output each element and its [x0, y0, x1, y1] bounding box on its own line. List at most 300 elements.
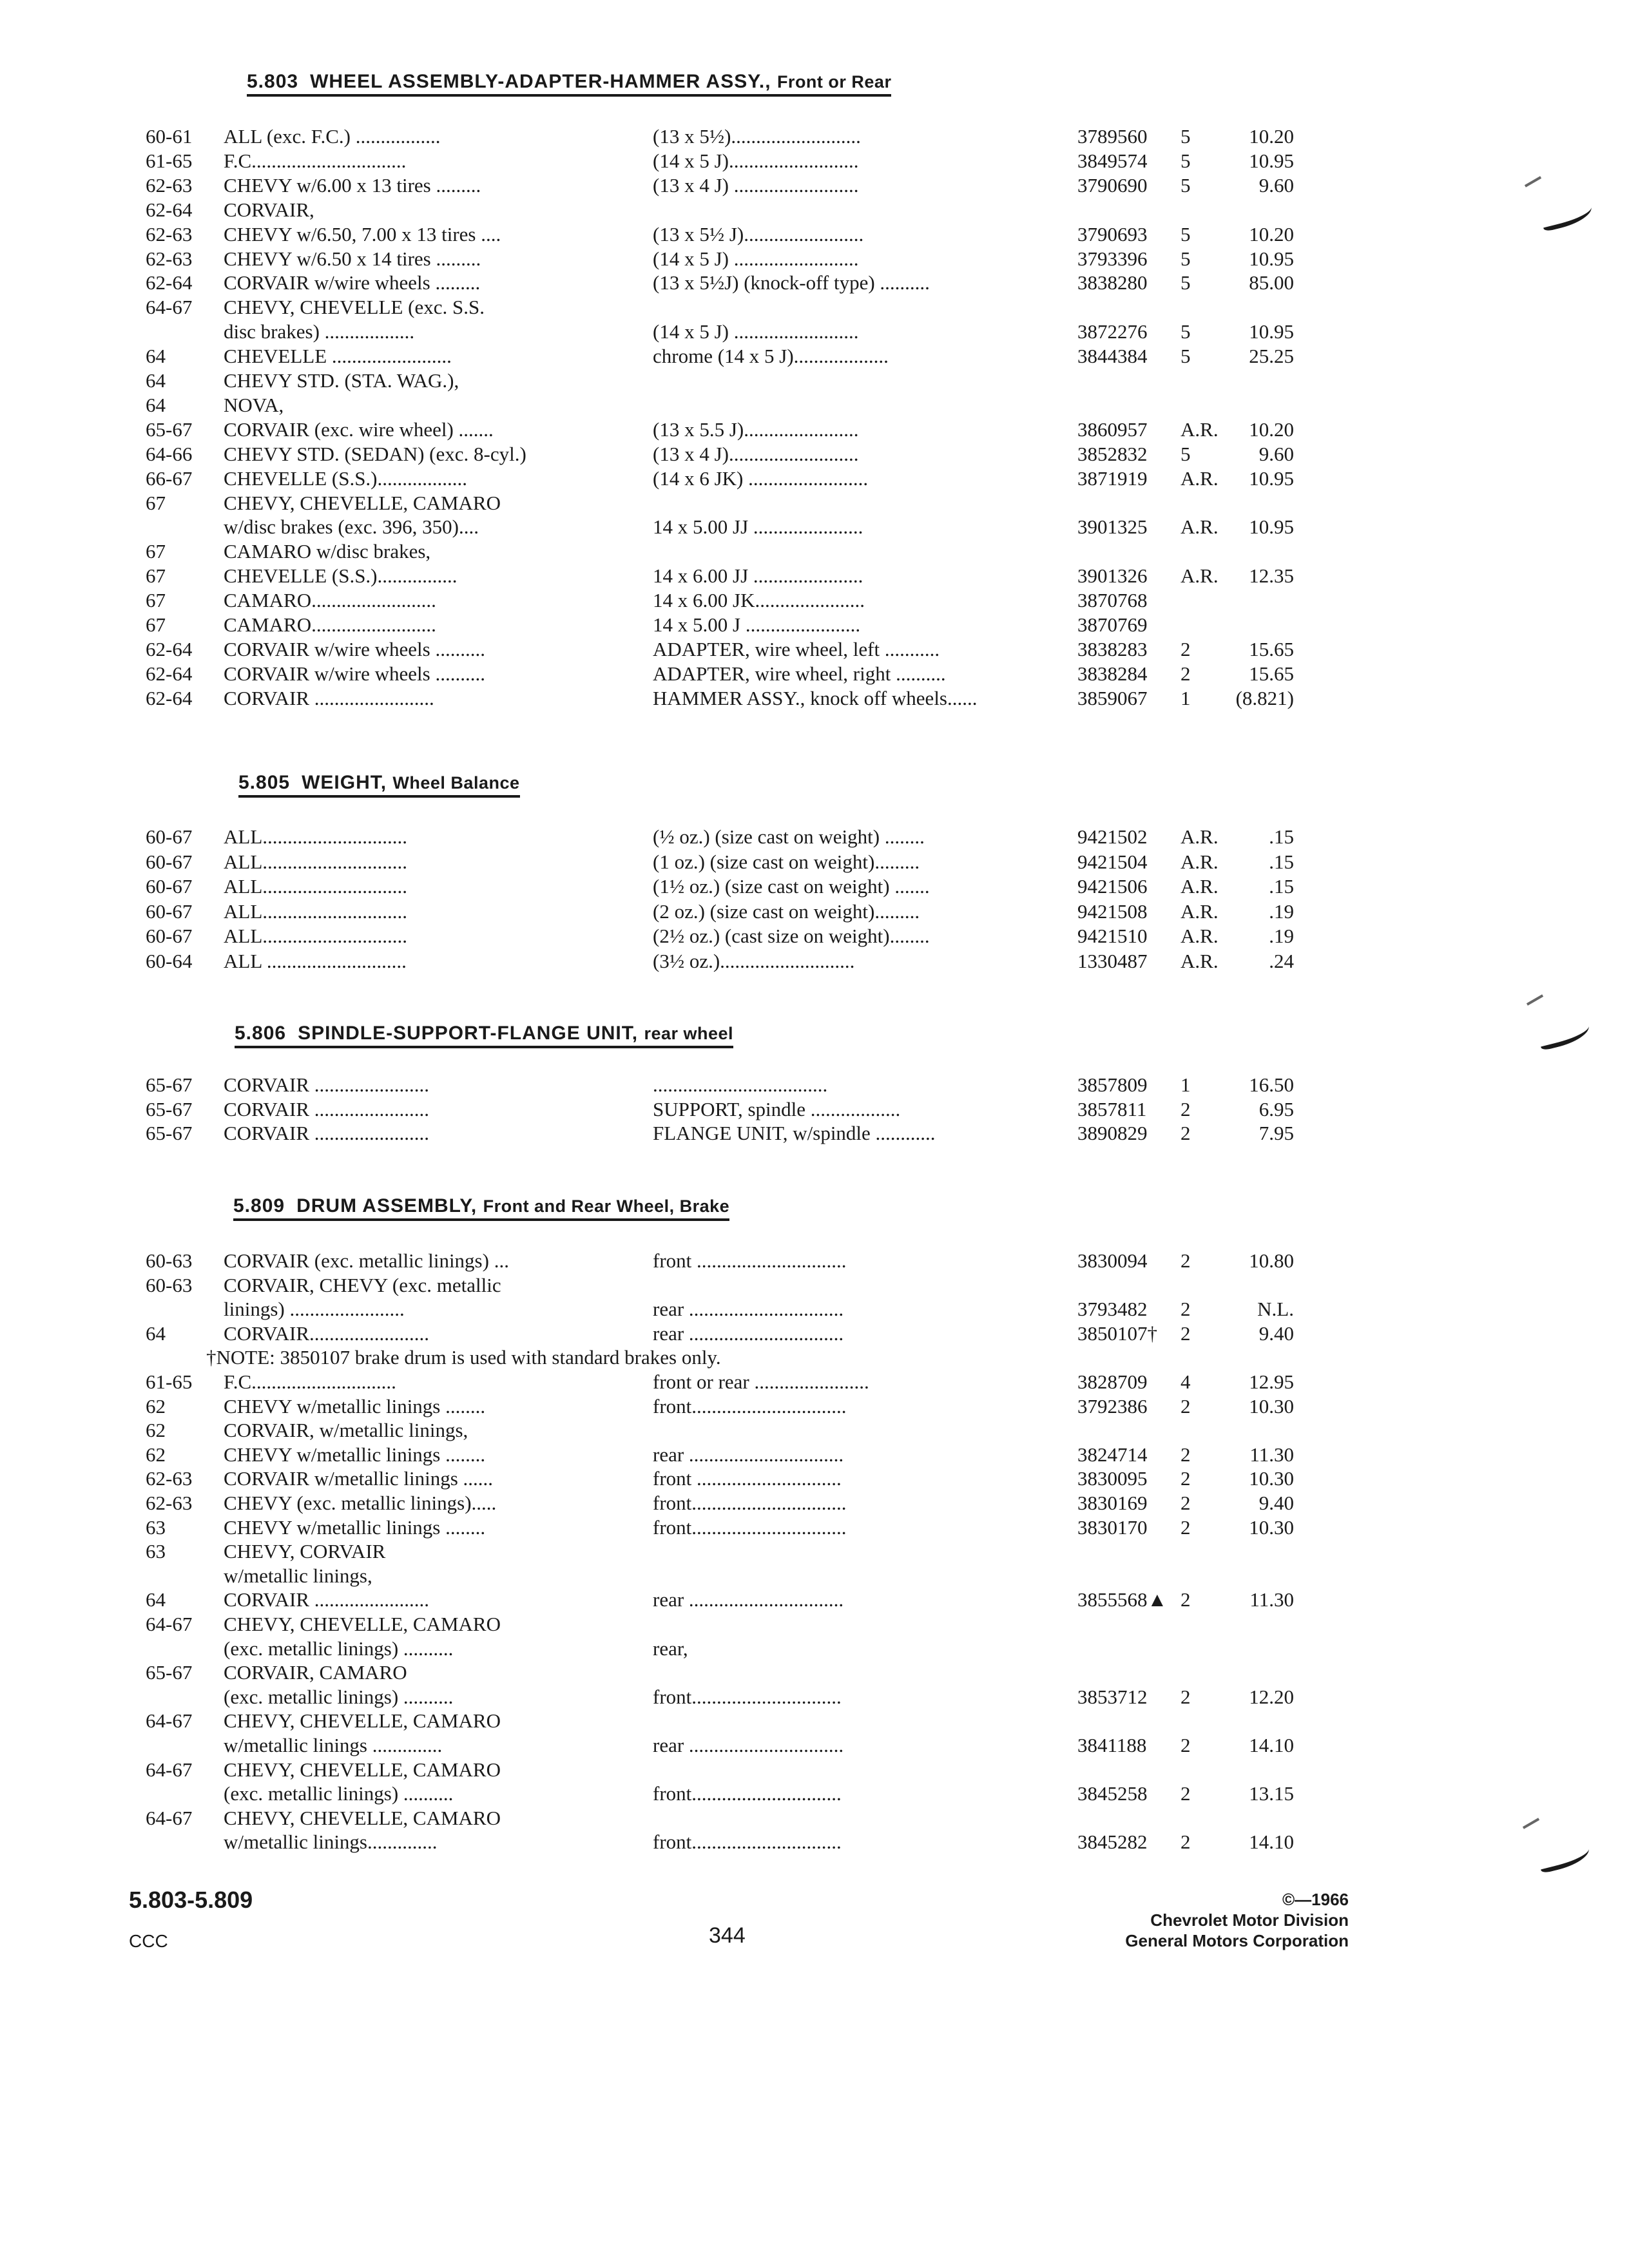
part-number-cell: 3790690	[1077, 173, 1148, 197]
note-text: †NOTE: 3850107 brake drum is used with standard brakes only.	[206, 1346, 721, 1369]
table-row	[0, 490, 1629, 516]
description-cell: (3½ oz.)...........................	[653, 950, 855, 972]
year-cell: 62	[146, 1419, 166, 1442]
quantity-cell: 2	[1181, 1443, 1191, 1466]
year-cell: 60-67	[146, 925, 193, 948]
quantity-cell: 2	[1181, 1492, 1191, 1514]
model-cell: w/metallic linings ..............	[224, 1734, 443, 1756]
model-cell: CHEVY, CHEVELLE (exc. S.S.	[224, 296, 485, 319]
year-cell: 61-65	[146, 149, 193, 172]
model-cell: CHEVY, CORVAIR	[224, 1540, 386, 1563]
quantity-cell: 5	[1181, 320, 1191, 343]
description-cell: (13 x 4 J) .........................	[653, 173, 859, 197]
year-cell: 62-63	[146, 222, 193, 245]
table-row	[0, 1418, 1629, 1443]
year-cell: 65-67	[146, 418, 193, 441]
quantity-cell: 1	[1181, 1073, 1191, 1096]
part-number-cell: 3789560	[1077, 125, 1148, 148]
table-row	[0, 1515, 1629, 1541]
table-row	[0, 1442, 1629, 1468]
price-cell: 85.00	[1249, 271, 1294, 294]
quantity-cell: 5	[1181, 345, 1191, 368]
quantity-cell: 2	[1181, 1298, 1191, 1321]
model-cell: CHEVY STD. (STA. WAG.),	[224, 369, 459, 392]
description-cell: rear ...............................	[653, 1298, 844, 1321]
part-number-cell: 3857809	[1077, 1073, 1148, 1096]
year-cell: 67	[146, 564, 166, 588]
model-cell: CHEVY (exc. metallic linings).....	[224, 1492, 497, 1514]
table-row	[0, 368, 1629, 394]
year-cell: 62-64	[146, 271, 193, 294]
model-cell: NOVA,	[224, 393, 284, 416]
table-row	[0, 1321, 1629, 1347]
price-cell: 10.95	[1249, 515, 1294, 539]
model-cell: CHEVY, CHEVELLE, CAMARO	[224, 1709, 501, 1733]
year-cell: 62	[146, 1443, 166, 1466]
model-cell: CAMARO.........................	[224, 613, 436, 636]
quantity-cell: A.R.	[1181, 925, 1219, 948]
model-cell: w/disc brakes (exc. 396, 350)....	[224, 515, 479, 539]
table-row	[0, 1636, 1629, 1662]
price-cell: 25.25	[1249, 345, 1294, 368]
model-cell: CORVAIR (exc. metallic linings) ...	[224, 1249, 509, 1272]
quantity-cell: 5	[1181, 173, 1191, 197]
part-number-cell: 3792386	[1077, 1394, 1148, 1418]
section-title-5806: 5.806 SPINDLE-SUPPORT-FLANGE UNIT, rear wheel	[235, 1024, 733, 1048]
part-number-cell: 3857811	[1077, 1097, 1147, 1120]
quantity-cell: 2	[1181, 1685, 1191, 1708]
table-row	[0, 1611, 1629, 1637]
year-cell: 66-67	[146, 466, 193, 490]
price-cell: 12.35	[1249, 564, 1294, 588]
table-row	[0, 899, 1629, 925]
description-cell: 14 x 5.00 J .......................	[653, 613, 861, 636]
description-cell: (13 x 5½J) (knock-off type) ..........	[653, 271, 930, 294]
quantity-cell: 2	[1181, 1394, 1191, 1418]
description-cell: front..............................	[653, 1782, 842, 1805]
table-row	[0, 1248, 1629, 1274]
model-cell: CORVAIR, CAMARO	[224, 1661, 407, 1684]
year-cell: 64-67	[146, 1613, 193, 1635]
part-number-cell: 3793482	[1077, 1298, 1148, 1321]
model-cell: linings) .......................	[224, 1298, 405, 1321]
price-cell: 9.60	[1258, 442, 1294, 465]
year-cell: 64	[146, 369, 166, 392]
year-cell: 64	[146, 1588, 166, 1611]
year-cell: 65-67	[146, 1122, 193, 1144]
quantity-cell: A.R.	[1181, 850, 1219, 873]
part-number-cell: 3824714	[1077, 1443, 1148, 1466]
year-cell: 67	[146, 491, 166, 514]
table-row	[0, 1072, 1629, 1098]
table-row	[0, 1708, 1629, 1734]
price-cell: 16.50	[1249, 1073, 1294, 1096]
table-row	[0, 923, 1629, 949]
description-cell: (13 x 5½ J)........................	[653, 222, 864, 245]
model-cell: CORVAIR........................	[224, 1321, 430, 1345]
model-cell: CORVAIR .......................	[224, 1073, 430, 1096]
table-row	[0, 1120, 1629, 1146]
model-cell: CHEVY w/metallic linings ........	[224, 1394, 486, 1418]
year-cell: 62-63	[146, 1467, 193, 1490]
year-cell: 65-67	[146, 1097, 193, 1120]
description-cell: front...............................	[653, 1515, 847, 1539]
model-cell: CHEVELLE (S.S.)..................	[224, 466, 468, 490]
quantity-cell: 5	[1181, 149, 1191, 172]
price-cell: 14.10	[1249, 1734, 1294, 1756]
part-number-cell: 3890829	[1077, 1122, 1148, 1144]
quantity-cell: 2	[1181, 1588, 1191, 1611]
year-cell: 64	[146, 393, 166, 416]
model-cell: CHEVY w/6.50, 7.00 x 13 tires ....	[224, 222, 501, 245]
table-row	[0, 1733, 1629, 1758]
table-row	[0, 612, 1629, 638]
model-cell: ALL.............................	[224, 850, 408, 873]
table-row	[0, 197, 1629, 223]
table-note	[0, 1345, 1629, 1370]
quantity-cell: 2	[1181, 1097, 1191, 1120]
quantity-cell: 5	[1181, 222, 1191, 245]
price-cell: (8.821)	[1235, 686, 1294, 709]
quantity-cell: 2	[1181, 1734, 1191, 1756]
price-cell: 15.65	[1249, 662, 1294, 685]
price-cell: N.L.	[1257, 1298, 1294, 1321]
model-cell: CHEVELLE ........................	[224, 345, 452, 368]
part-number-cell: 9421506	[1077, 875, 1148, 898]
price-cell: 11.30	[1249, 1588, 1294, 1611]
copyright-year: ©—1966	[1282, 1890, 1349, 1909]
year-cell: 60-67	[146, 825, 193, 848]
part-number-cell: 3855568▲	[1077, 1588, 1168, 1611]
table-row	[0, 1097, 1629, 1122]
description-cell: front..............................	[653, 1685, 842, 1708]
quantity-cell: 5	[1181, 442, 1191, 465]
description-cell: rear ...............................	[653, 1443, 844, 1466]
description-cell: front or rear .......................	[653, 1370, 869, 1393]
price-cell: 10.20	[1249, 418, 1294, 441]
price-cell: 10.20	[1249, 222, 1294, 245]
year-cell: 64-67	[146, 296, 193, 319]
price-cell: 9.60	[1258, 173, 1294, 197]
description-cell: rear ...............................	[653, 1321, 844, 1345]
year-cell: 60-63	[146, 1249, 193, 1272]
table-row	[0, 686, 1629, 711]
table-row	[0, 661, 1629, 687]
description-cell: HAMMER ASSY., knock off wheels......	[653, 686, 978, 709]
part-number-cell: 3853712	[1077, 1685, 1148, 1708]
part-number-cell: 3850107†	[1077, 1321, 1157, 1345]
model-cell: CORVAIR (exc. wire wheel) .......	[224, 418, 494, 441]
table-row	[0, 1587, 1629, 1613]
quantity-cell: A.R.	[1181, 466, 1219, 490]
price-cell: 10.95	[1249, 466, 1294, 490]
price-cell: 9.40	[1258, 1321, 1294, 1345]
price-cell: .15	[1269, 850, 1294, 873]
table-row	[0, 563, 1629, 589]
model-cell: CORVAIR .......................	[224, 1122, 430, 1144]
year-cell: 64-66	[146, 442, 193, 465]
year-cell: 62-64	[146, 662, 193, 685]
part-number-cell: 3845282	[1077, 1831, 1148, 1854]
table-row	[0, 270, 1629, 296]
scan-tick-mark	[1527, 994, 1543, 1005]
year-cell: 63	[146, 1515, 166, 1539]
section-title-5809: 5.809 DRUM ASSEMBLY, Front and Rear Wheel, Brake	[233, 1196, 729, 1221]
table-row	[0, 1757, 1629, 1783]
year-cell: 62	[146, 1394, 166, 1418]
section-title-5805: 5.805 WEIGHT, Wheel Balance	[238, 773, 520, 798]
corporation-name: General Motors Corporation	[1125, 1931, 1349, 1950]
table-row	[0, 1829, 1629, 1855]
year-cell: 64-67	[146, 1709, 193, 1733]
table-row	[0, 417, 1629, 443]
quantity-cell: 2	[1181, 1249, 1191, 1272]
price-cell: .15	[1269, 875, 1294, 898]
part-number-cell: 3838284	[1077, 662, 1148, 685]
model-cell: CORVAIR w/wire wheels ..........	[224, 662, 485, 685]
part-number-cell: 3830095	[1077, 1467, 1148, 1490]
model-cell: CHEVY, CHEVELLE, CAMARO	[224, 1758, 501, 1781]
description-cell: (14 x 5 J) .........................	[653, 247, 859, 270]
description-cell: rear ...............................	[653, 1588, 844, 1611]
price-cell: 7.95	[1258, 1122, 1294, 1144]
description-cell: (½ oz.) (size cast on weight) ........	[653, 825, 925, 848]
price-cell: 11.30	[1249, 1443, 1294, 1466]
year-cell: 62-63	[146, 173, 193, 197]
part-number-cell: 3793396	[1077, 247, 1148, 270]
part-number-cell: 3860957	[1077, 418, 1148, 441]
model-cell: CORVAIR, CHEVY (exc. metallic	[224, 1273, 501, 1296]
table-row	[0, 343, 1629, 369]
year-cell: 62-63	[146, 1492, 193, 1514]
quantity-cell: 5	[1181, 247, 1191, 270]
part-number-cell: 3870768	[1077, 589, 1148, 612]
quantity-cell: 2	[1181, 1782, 1191, 1805]
table-row	[0, 294, 1629, 320]
part-number-cell: 3830094	[1077, 1249, 1148, 1272]
table-row	[0, 1684, 1629, 1710]
price-cell: 6.95	[1258, 1097, 1294, 1120]
price-cell: 10.95	[1249, 149, 1294, 172]
year-cell: 65-67	[146, 1661, 193, 1684]
table-row	[0, 1369, 1629, 1395]
price-cell: .19	[1269, 899, 1294, 923]
table-row	[0, 1466, 1629, 1492]
part-number-cell: 3841188	[1077, 1734, 1147, 1756]
year-cell: 64	[146, 345, 166, 368]
price-cell: .19	[1269, 925, 1294, 948]
model-cell: (exc. metallic linings) ..........	[224, 1685, 454, 1708]
description-cell: front...............................	[653, 1492, 847, 1514]
year-cell: 61-65	[146, 1370, 193, 1393]
description-cell: (2 oz.) (size cast on weight).........	[653, 899, 920, 923]
table-row	[0, 1805, 1629, 1831]
description-cell: rear ...............................	[653, 1734, 844, 1756]
description-cell: front...............................	[653, 1394, 847, 1418]
quantity-cell: 2	[1181, 1515, 1191, 1539]
model-cell: CORVAIR w/wire wheels .........	[224, 271, 481, 294]
table-row	[0, 948, 1629, 974]
table-row	[0, 1296, 1629, 1322]
model-cell: CHEVY w/metallic linings ........	[224, 1515, 486, 1539]
model-cell: (exc. metallic linings) ..........	[224, 1782, 454, 1805]
part-number-cell: 3872276	[1077, 320, 1148, 343]
year-cell: 62-64	[146, 637, 193, 660]
model-cell: CHEVELLE (S.S.)................	[224, 564, 458, 588]
model-cell: CHEVY w/metallic linings ........	[224, 1443, 486, 1466]
table-row	[0, 1539, 1629, 1564]
year-cell: 60-64	[146, 950, 193, 972]
year-cell: 64-67	[146, 1758, 193, 1781]
quantity-cell: 5	[1181, 271, 1191, 294]
table-row	[0, 148, 1629, 174]
description-cell: (2½ oz.) (cast size on weight)........	[653, 925, 930, 948]
table-row	[0, 539, 1629, 564]
table-row	[0, 1394, 1629, 1419]
part-number-cell: 3844384	[1077, 345, 1148, 368]
part-number-cell: 3845258	[1077, 1782, 1148, 1805]
table-row	[0, 1563, 1629, 1589]
description-cell: (13 x 5.5 J).......................	[653, 418, 859, 441]
year-cell: 60-61	[146, 125, 193, 148]
description-cell: (1 oz.) (size cast on weight).........	[653, 850, 920, 873]
table-row	[0, 637, 1629, 662]
price-cell: 12.20	[1249, 1685, 1294, 1708]
year-cell: 60-67	[146, 899, 193, 923]
quantity-cell: A.R.	[1181, 875, 1219, 898]
description-cell: SUPPORT, spindle ..................	[653, 1097, 901, 1120]
part-number-cell: 3901325	[1077, 515, 1148, 539]
price-cell: .15	[1269, 825, 1294, 848]
quantity-cell: 2	[1181, 1321, 1191, 1345]
part-number-cell: 3790693	[1077, 222, 1148, 245]
footer-code: CCC	[129, 1931, 168, 1951]
footer-copyright-block	[1125, 1889, 1349, 1951]
description-cell: rear,	[653, 1637, 688, 1660]
description-cell: front..............................	[653, 1831, 842, 1854]
year-cell: 63	[146, 1540, 166, 1563]
quantity-cell: A.R.	[1181, 418, 1219, 441]
table-row	[0, 1490, 1629, 1516]
table-row	[0, 319, 1629, 345]
model-cell: CORVAIR, w/metallic linings,	[224, 1419, 468, 1442]
price-cell: 10.95	[1249, 320, 1294, 343]
year-cell: 64-67	[146, 1806, 193, 1829]
quantity-cell: A.R.	[1181, 825, 1219, 848]
table-row	[0, 514, 1629, 540]
part-number-cell: 3852832	[1077, 442, 1148, 465]
table-row	[0, 1660, 1629, 1686]
year-cell: 67	[146, 613, 166, 636]
model-cell: CORVAIR ........................	[224, 686, 434, 709]
part-number-cell: 3871919	[1077, 466, 1148, 490]
model-cell: CAMARO w/disc brakes,	[224, 540, 431, 563]
year-cell: 67	[146, 540, 166, 563]
description-cell: (13 x 4 J)..........................	[653, 442, 859, 465]
description-cell: 14 x 6.00 JK......................	[653, 589, 865, 612]
model-cell: w/metallic linings,	[224, 1564, 372, 1587]
price-cell: 12.95	[1249, 1370, 1294, 1393]
quantity-cell: 2	[1181, 1831, 1191, 1854]
price-cell: .24	[1269, 950, 1294, 972]
model-cell: CHEVY w/6.00 x 13 tires .........	[224, 173, 481, 197]
table-row	[0, 1273, 1629, 1298]
table-row	[0, 222, 1629, 247]
table-row	[0, 246, 1629, 272]
part-number-cell: 3849574	[1077, 149, 1148, 172]
quantity-cell: 2	[1181, 637, 1191, 660]
description-cell: ADAPTER, wire wheel, right ..........	[653, 662, 946, 685]
part-number-cell: 9421510	[1077, 925, 1148, 948]
quantity-cell: A.R.	[1181, 950, 1219, 972]
description-cell: front ..............................	[653, 1249, 847, 1272]
year-cell: 62-64	[146, 198, 193, 221]
description-cell: FLANGE UNIT, w/spindle ............	[653, 1122, 936, 1144]
model-cell: CHEVY STD. (SEDAN) (exc. 8-cyl.)	[224, 442, 526, 465]
table-row	[0, 874, 1629, 899]
description-cell: ADAPTER, wire wheel, left ...........	[653, 637, 940, 660]
table-row	[0, 441, 1629, 467]
quantity-cell: 2	[1181, 1122, 1191, 1144]
section-title-5803: 5.803 WHEEL ASSEMBLY-ADAPTER-HAMMER ASSY., Front or Rear	[247, 72, 891, 97]
model-cell: CORVAIR .......................	[224, 1588, 430, 1611]
table-row	[0, 824, 1629, 850]
part-number-cell: 9421504	[1077, 850, 1148, 873]
description-cell: (14 x 5 J) .........................	[653, 320, 859, 343]
model-cell: CORVAIR,	[224, 198, 314, 221]
model-cell: F.C.............................	[224, 1370, 396, 1393]
price-cell: 10.30	[1249, 1515, 1294, 1539]
quantity-cell: 1	[1181, 686, 1191, 709]
quantity-cell: A.R.	[1181, 515, 1219, 539]
description-cell: (14 x 6 JK) ........................	[653, 466, 869, 490]
part-number-cell: 3870769	[1077, 613, 1148, 636]
description-cell: (1½ oz.) (size cast on weight) .......	[653, 875, 930, 898]
part-number-cell: 3828709	[1077, 1370, 1148, 1393]
part-number-cell: 9421508	[1077, 899, 1148, 923]
part-number-cell: 3838280	[1077, 271, 1148, 294]
description-cell: ...................................	[653, 1073, 828, 1096]
table-row	[0, 588, 1629, 613]
year-cell: 65-67	[146, 1073, 193, 1096]
price-cell: 14.10	[1249, 1831, 1294, 1854]
model-cell: disc brakes) ..................	[224, 320, 415, 343]
model-cell: w/metallic linings..............	[224, 1831, 438, 1854]
model-cell: CHEVY, CHEVELLE, CAMARO	[224, 491, 501, 514]
price-cell: 10.30	[1249, 1467, 1294, 1490]
binder-hole-mark	[1537, 1021, 1592, 1051]
model-cell: CHEVY, CHEVELLE, CAMARO	[224, 1613, 501, 1635]
page-number: 344	[709, 1923, 746, 1948]
year-cell: 64	[146, 1321, 166, 1345]
model-cell: ALL.............................	[224, 875, 408, 898]
table-row	[0, 392, 1629, 418]
part-number-cell: 3830170	[1077, 1515, 1148, 1539]
model-cell: CORVAIR w/wire wheels ..........	[224, 637, 485, 660]
model-cell: (exc. metallic linings) ..........	[224, 1637, 454, 1660]
table-row	[0, 466, 1629, 492]
quantity-cell: 5	[1181, 125, 1191, 148]
price-cell: 13.15	[1249, 1782, 1294, 1805]
description-cell: 14 x 5.00 JJ ......................	[653, 515, 863, 539]
model-cell: CORVAIR w/metallic linings ......	[224, 1467, 494, 1490]
model-cell: CAMARO.........................	[224, 589, 436, 612]
price-cell: 10.80	[1249, 1249, 1294, 1272]
year-cell: 60-67	[146, 875, 193, 898]
quantity-cell: A.R.	[1181, 899, 1219, 923]
year-cell: 62-63	[146, 247, 193, 270]
model-cell: CHEVY w/6.50 x 14 tires .........	[224, 247, 481, 270]
